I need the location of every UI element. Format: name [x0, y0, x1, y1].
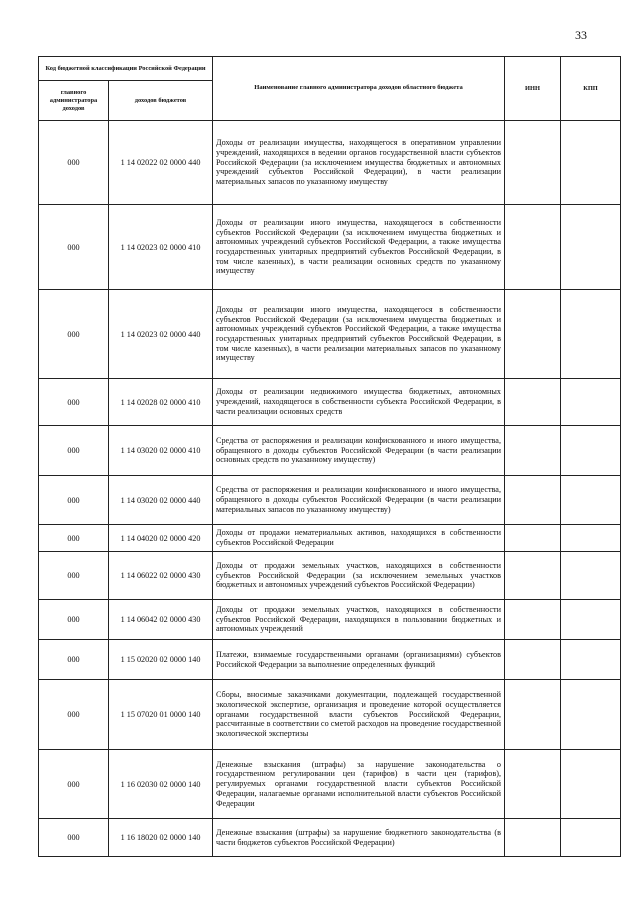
kpp-column-header: КПП: [561, 57, 621, 121]
admin-code: 000: [39, 290, 109, 379]
income-name: Доходы от реализации иного имущества, находящегося в собственности субъектов Российской Федерации (за исключением имущества бюджетных и автономных учреждений субъектов Российской Федерации, а также имущества государственных унитарных предприятий субъектов Российской Федерации, в том числе казенных), в части реализации основных средств по указанному имуществу: [213, 205, 505, 290]
income-code: 1 15 02020 02 0000 140: [109, 640, 213, 680]
income-name: Доходы от реализации недвижимого имущества бюджетных, автономных учреждений, находящегося в собственности субъекта Российской Федерации, в части реализации основных средств: [213, 379, 505, 426]
income-name: Доходы от продажи земельных участков, находящихся в собственности субъектов Российской Федерации, находящихся в пользовании бюджетных и автономных учреждений: [213, 600, 505, 640]
admin-code: 000: [39, 121, 109, 205]
admin-code: 000: [39, 205, 109, 290]
income-code: 1 14 06042 02 0000 430: [109, 600, 213, 640]
inn-cell: [505, 121, 561, 205]
income-name: Сборы, вносимые заказчиками документации, подлежащей государственной экологической экспертизе, организация и проведение которой осуществляется органами государственной власти субъектов Российской Федерации, рассчитанные в соответствии со сметой расходов на проведение государственной экологической экспертизы: [213, 680, 505, 750]
name-column-header: Наименование главного администратора доходов областного бюджета: [213, 57, 505, 121]
kpp-cell: [561, 640, 621, 680]
inn-cell: [505, 552, 561, 600]
kpp-cell: [561, 819, 621, 857]
table-row: [39, 819, 621, 857]
admin-column-header: главного администратора доходов: [39, 81, 109, 121]
table-row: [39, 121, 621, 205]
table-row: [39, 525, 621, 552]
table-row: [39, 640, 621, 680]
budget-income-table: [38, 56, 621, 857]
inn-cell: [505, 680, 561, 750]
admin-code: 000: [39, 819, 109, 857]
admin-code: 000: [39, 600, 109, 640]
admin-code: 000: [39, 379, 109, 426]
table-row: [39, 426, 621, 476]
table-row: [39, 379, 621, 426]
income-code: 1 14 02023 02 0000 440: [109, 290, 213, 379]
income-code: 1 14 03020 02 0000 410: [109, 426, 213, 476]
inn-cell: [505, 750, 561, 819]
income-code: 1 14 02023 02 0000 410: [109, 205, 213, 290]
income-code: 1 14 04020 02 0000 420: [109, 525, 213, 552]
inn-cell: [505, 290, 561, 379]
admin-code: 000: [39, 750, 109, 819]
income-code: 1 14 02028 02 0000 410: [109, 379, 213, 426]
income-code: 1 14 06022 02 0000 430: [109, 552, 213, 600]
inn-cell: [505, 205, 561, 290]
table-row: [39, 205, 621, 290]
kpp-cell: [561, 426, 621, 476]
admin-code: 000: [39, 680, 109, 750]
inn-cell: [505, 379, 561, 426]
inn-cell: [505, 476, 561, 525]
admin-code: 000: [39, 552, 109, 600]
kpp-cell: [561, 552, 621, 600]
income-name: Средства от распоряжения и реализации конфискованного и иного имущества, обращенного в доходы субъектов Российской Федерации (в части реализации основных средств по указанному имуществу): [213, 426, 505, 476]
income-name: Денежные взыскания (штрафы) за нарушение законодательства о государственном регулировании цен (тарифов) в части цен (тарифов), регулируемых органами государственной власти субъектов Российской Федерации, налагаемые органами исполнительной власти субъектов Российской Федерации: [213, 750, 505, 819]
income-name: Платежи, взимаемые государственными органами (организациями) субъектов Российской Федерации за выполнение определенных функций: [213, 640, 505, 680]
admin-code: 000: [39, 426, 109, 476]
table-row: [39, 750, 621, 819]
income-name: Доходы от реализации иного имущества, находящегося в собственности субъектов Российской Федерации (за исключением имущества бюджетных и автономных учреждений субъектов Российской Федерации, а также имущества государственных унитарных предприятий субъектов Российской Федерации, в том числе казенных), в части реализации материальных запасов по указанному имуществу: [213, 290, 505, 379]
inn-column-header: ИНН: [505, 57, 561, 121]
inn-cell: [505, 426, 561, 476]
table-row: [39, 680, 621, 750]
kpp-cell: [561, 750, 621, 819]
kpp-cell: [561, 600, 621, 640]
kpp-cell: [561, 290, 621, 379]
kpp-cell: [561, 379, 621, 426]
admin-code: 000: [39, 640, 109, 680]
inn-cell: [505, 819, 561, 857]
income-code: 1 16 18020 02 0000 140: [109, 819, 213, 857]
kpp-cell: [561, 205, 621, 290]
admin-code: 000: [39, 476, 109, 525]
income-code: 1 16 02030 02 0000 140: [109, 750, 213, 819]
income-name: Денежные взыскания (штрафы) за нарушение бюджетного законодательства (в части бюджетов субъектов Российской Федерации): [213, 819, 505, 857]
income-code: 1 14 03020 02 0000 440: [109, 476, 213, 525]
income-name: Доходы от продажи нематериальных активов, находящихся в собственности субъектов Российской Федерации: [213, 525, 505, 552]
income-column-header: доходов бюджетов: [109, 81, 213, 121]
inn-cell: [505, 600, 561, 640]
income-code: 1 14 02022 02 0000 440: [109, 121, 213, 205]
income-code: 1 15 07020 01 0000 140: [109, 680, 213, 750]
kpp-cell: [561, 476, 621, 525]
kbk-group-header: Код бюджетной классификации Российской Федерации: [39, 57, 213, 81]
table-row: [39, 600, 621, 640]
income-name: Средства от распоряжения и реализации конфискованного и иного имущества, обращенного в доходы субъектов Российской Федерации (в части реализации материальных запасов по указанному имуществу): [213, 476, 505, 525]
inn-cell: [505, 525, 561, 552]
income-name: Доходы от продажи земельных участков, находящихся в собственности субъектов Российской Федерации (за исключением земельных участков бюджетных и автономных учреждений субъектов Российской Федерации): [213, 552, 505, 600]
kpp-cell: [561, 121, 621, 205]
income-name: Доходы от реализации имущества, находящегося в оперативном управлении учреждений, находящихся в ведении органов государственной власти субъектов Российской Федерации (за исключением имущества бюджетных и автономных учреждений субъектов Российской Федерации), в части реализации материальных запасов по указанному имуществу: [213, 121, 505, 205]
table-row: [39, 476, 621, 525]
page-number: 33: [575, 28, 587, 42]
kpp-cell: [561, 680, 621, 750]
inn-cell: [505, 640, 561, 680]
table-row: [39, 290, 621, 379]
table-row: [39, 552, 621, 600]
admin-code: 000: [39, 525, 109, 552]
kpp-cell: [561, 525, 621, 552]
